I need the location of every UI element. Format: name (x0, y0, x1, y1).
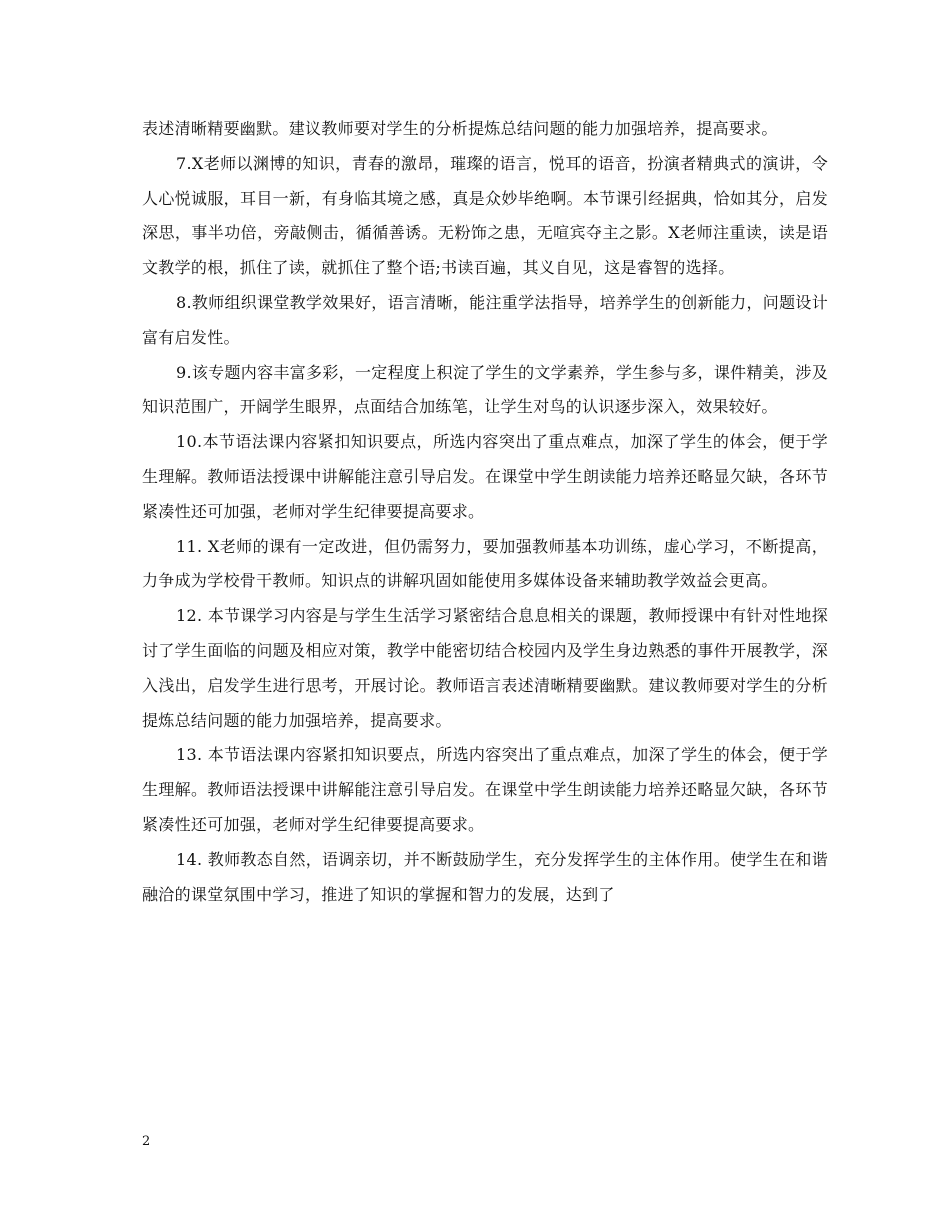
paragraph: 表述清晰精要幽默。建议教师要对学生的分析提炼总结问题的能力加强培养，提高要求。 (142, 119, 778, 138)
page-number: 2 (142, 1134, 151, 1149)
paragraph: 11. X老师的课有一定改进，但仍需努力，要加强教师基本功训练，虚心学习，不断提高，力争成为学校骨干教师。知识点的讲解巩固如能使用多媒体设备来辅助教学效益会更高。 (142, 536, 828, 591)
paragraph: 13. 本节语法课内容紧扣知识要点，所选内容突出了重点难点，加深了学生的体会，便于学生理解。教师语法授课中讲解能注意引导启发。在课堂中学生朗读能力培养还略显欠缺，各环节紧凑性还可加强，老师对学生纪律要提高要求。 (142, 745, 828, 834)
paragraph: 8.教师组织课堂教学效果好，语言清晰，能注重学法指导，培养学生的创新能力，问题设计富有启发性。 (142, 292, 828, 347)
paragraph: 12. 本节课学习内容是与学生生活学习紧密结合息息相关的课题，教师授课中有针对性地探讨了学生面临的问题及相应对策，教学中能密切结合校园内及学生身边熟悉的事件开展教学，深入浅出，启发学生进行思考，开展讨论。教师语言表述清晰精要幽默。建议教师要对学生的分析提炼总结问题的能力加强培养，提高要求。 (142, 606, 828, 730)
paragraph: 10.本节语法课内容紧扣知识要点，所选内容突出了重点难点，加深了学生的体会，便于学生理解。教师语法授课中讲解能注意引导启发。在课堂中学生朗读能力培养还略显欠缺，各环节紧凑性还可加强，老师对学生纪律要提高要求。 (142, 432, 828, 521)
body-text (142, 112, 828, 912)
paragraph: 7.X老师以渊博的知识，青春的激昂，璀璨的语言，悦耳的语音，扮演者精典式的演讲，令人心悦诚服，耳目一新，有身临其境之感，真是众妙毕绝啊。本节课引经据典，恰如其分，启发深思，事半功倍，旁敲侧击，循循善诱。无粉饰之患，无喧宾夺主之影。X老师注重读，读是语文教学的根，抓住了读，就抓住了整个语;书读百遍，其义自见，这是睿智的选择。 (142, 153, 828, 278)
paragraph: 14. 教师教态自然，语调亲切，并不断鼓励学生，充分发挥学生的主体作用。使学生在和谐融洽的课堂氛围中学习，推进了知识的掌握和智力的发展，达到了 (142, 849, 828, 904)
paragraph: 9.该专题内容丰富多彩，一定程度上积淀了学生的文学素养，学生参与多，课件精美，涉及知识范围广，开阔学生眼界，点面结合加练笔，让学生对鸟的认识逐步深入，效果较好。 (142, 362, 828, 417)
